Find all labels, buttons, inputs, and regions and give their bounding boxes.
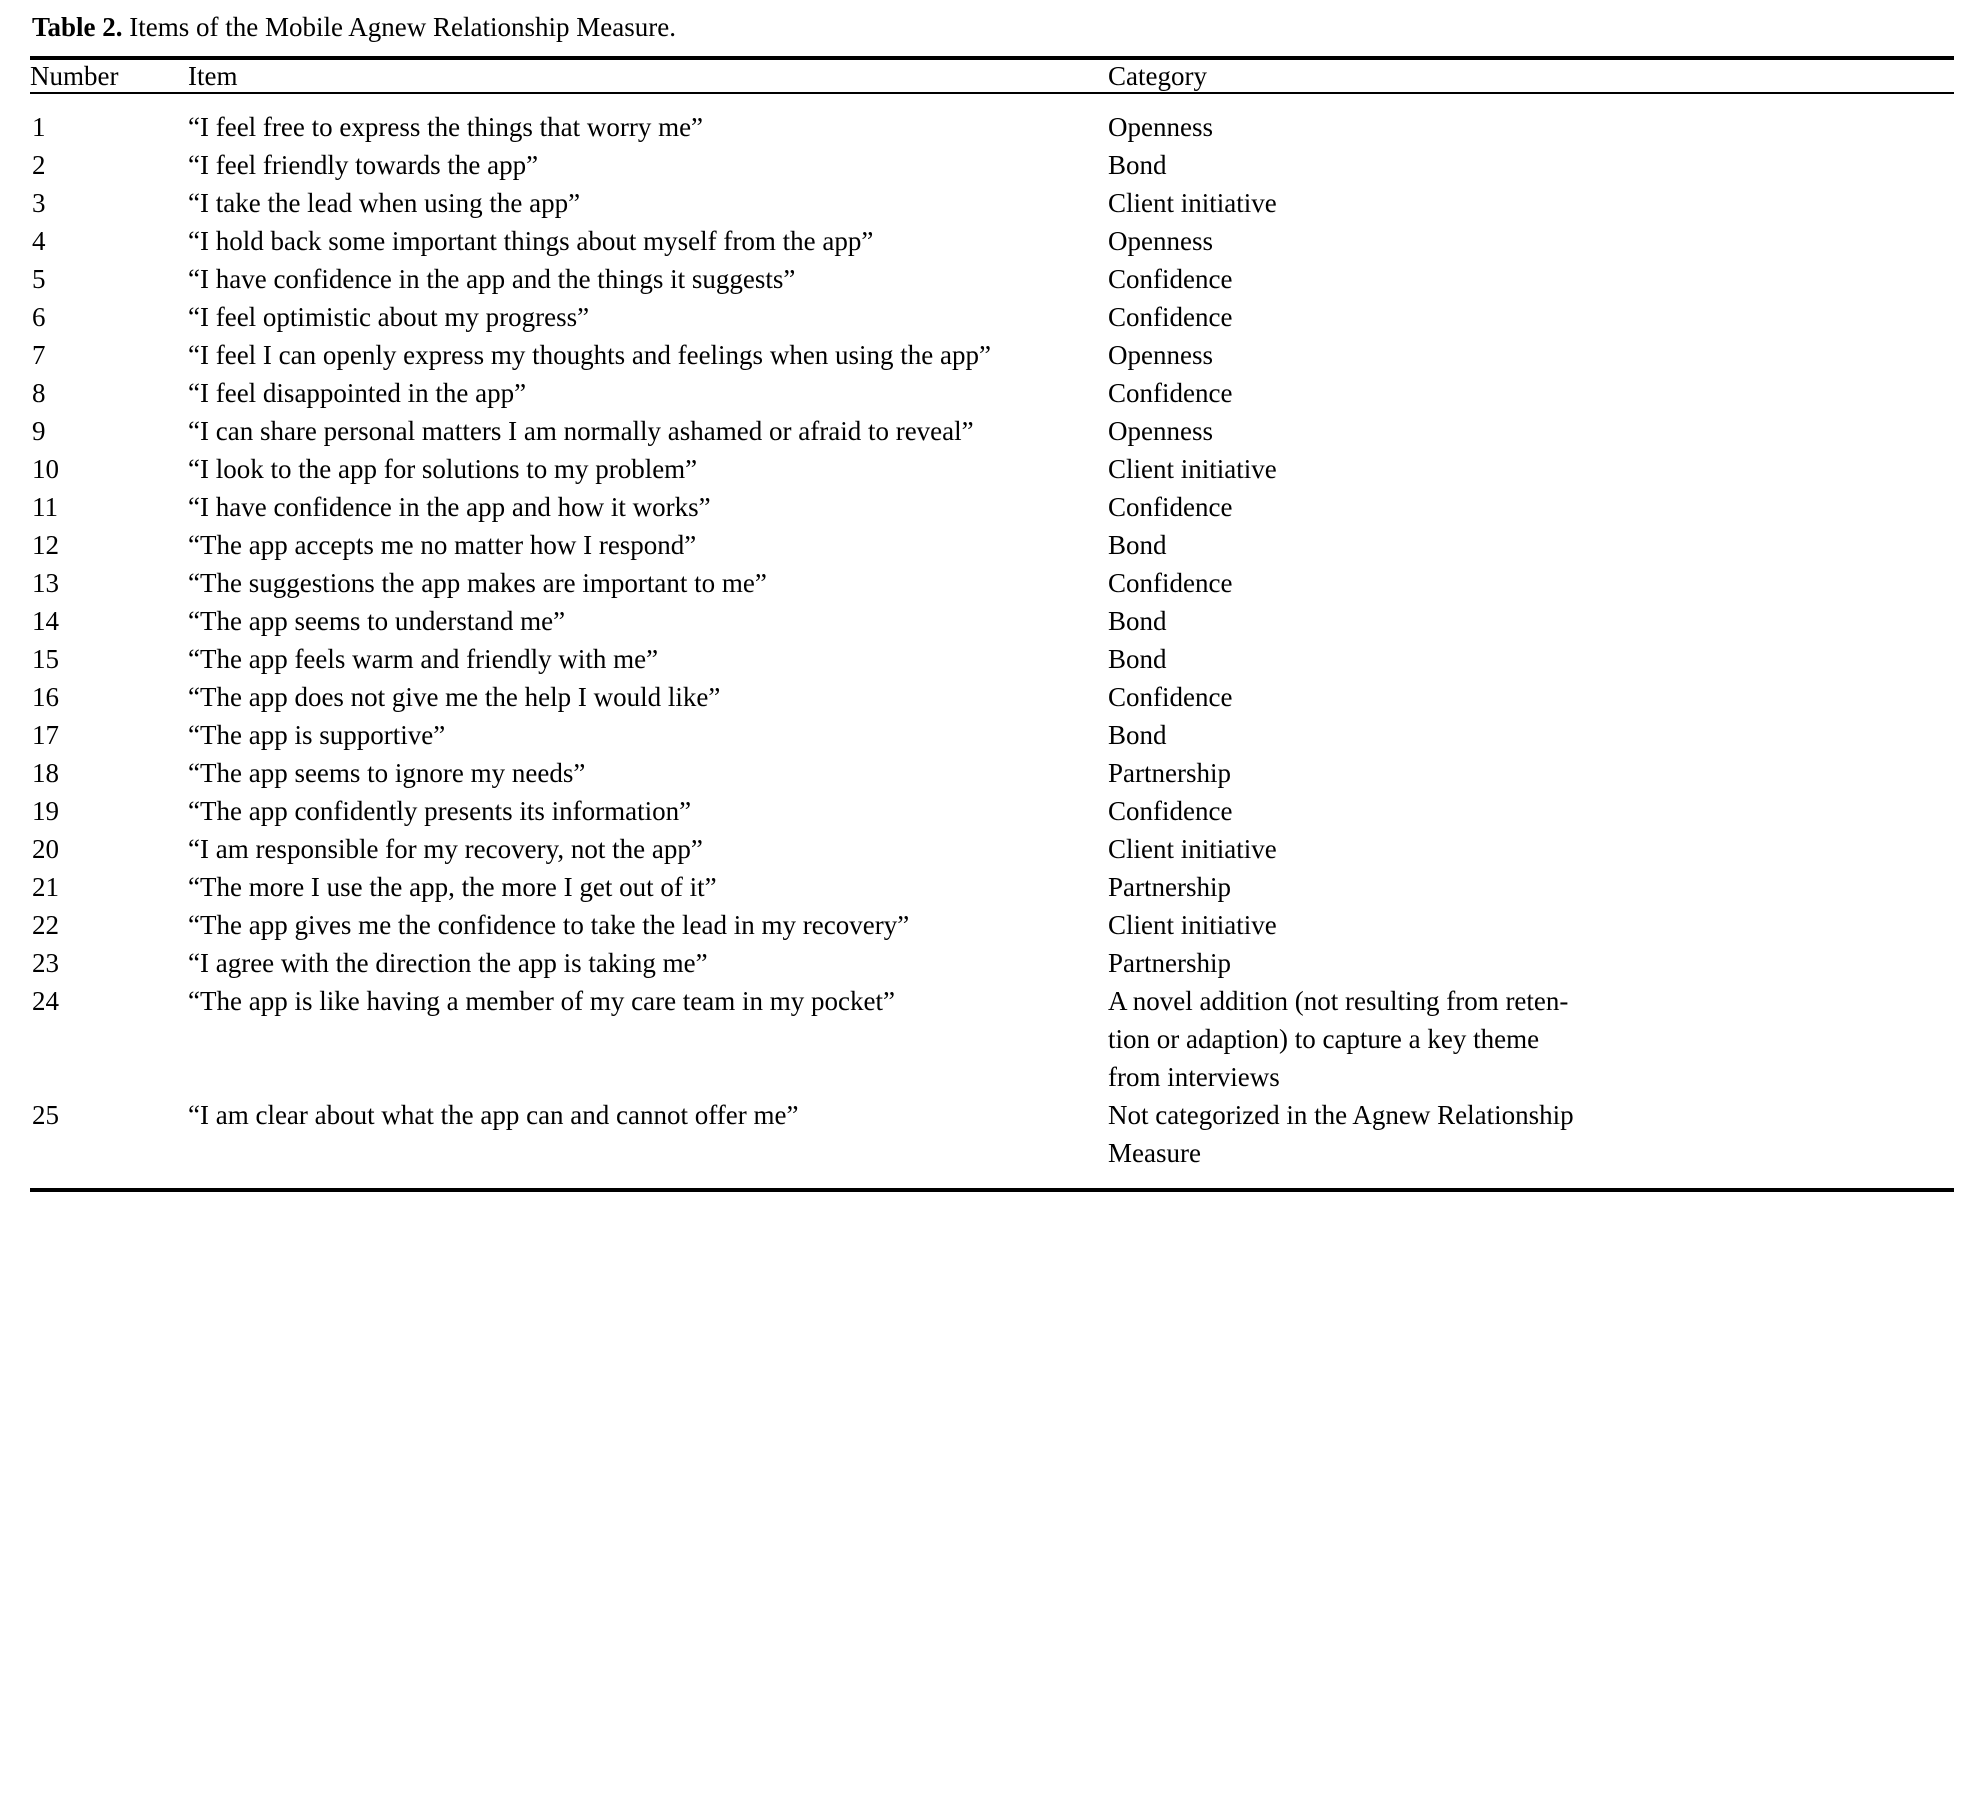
cell-category (1108, 982, 1954, 1096)
cell-item: “I feel optimistic about my progress” (188, 302, 590, 332)
cell-number: 3 (32, 188, 46, 218)
cell-item: “The app does not give me the help I would like” (188, 682, 721, 712)
table-row (30, 792, 1954, 830)
cell-category-line: Not categorized in the Agnew Relationship (1108, 1100, 1574, 1130)
cell-number: 2 (32, 150, 46, 180)
cell-number: 9 (32, 416, 46, 446)
table-row (30, 298, 1954, 336)
table-row (30, 602, 1954, 640)
cell-category: Openness (1108, 416, 1213, 446)
cell-item: “I am clear about what the app can and cannot offer me” (188, 1100, 799, 1130)
cell-number: 14 (32, 606, 59, 636)
table-row (30, 564, 1954, 602)
cell-category: Client initiative (1108, 188, 1277, 218)
cell-number: 19 (32, 796, 59, 826)
cell-item: “The app seems to understand me” (188, 606, 566, 636)
cell-number: 5 (32, 264, 46, 294)
cell-item: “The app seems to ignore my needs” (188, 758, 586, 788)
cell-item: “I feel disappointed in the app” (188, 378, 527, 408)
table-row (30, 1096, 1954, 1188)
cell-number: 23 (32, 948, 59, 978)
agnew-items-body-table (30, 94, 1954, 1188)
cell-item: “The suggestions the app makes are important to me” (188, 568, 767, 598)
table-header (30, 60, 1954, 92)
cell-number: 22 (32, 910, 59, 940)
table-row (30, 678, 1954, 716)
cell-number: 24 (32, 986, 59, 1016)
table-row (30, 374, 1954, 412)
cell-item: “The app is supportive” (188, 720, 446, 750)
cell-item: “The app accepts me no matter how I respond” (188, 530, 697, 560)
column-header-item: Item (188, 61, 238, 91)
table-row (30, 906, 1954, 944)
cell-item: “I have confidence in the app and the things it suggests” (188, 264, 796, 294)
cell-number: 7 (32, 340, 46, 370)
cell-category: Confidence (1108, 378, 1233, 408)
cell-category: Confidence (1108, 568, 1233, 598)
table-row (30, 222, 1954, 260)
cell-category: Client initiative (1108, 910, 1277, 940)
cell-number: 17 (32, 720, 59, 750)
cell-number: 1 (32, 112, 46, 142)
cell-number: 8 (32, 378, 46, 408)
cell-number: 21 (32, 872, 59, 902)
cell-item: “I hold back some important things about myself from the app” (188, 226, 874, 256)
table-row (30, 868, 1954, 906)
cell-item: “I am responsible for my recovery, not the app” (188, 834, 703, 864)
cell-category: Partnership (1108, 758, 1231, 788)
cell-item: “I have confidence in the app and how it works” (188, 492, 711, 522)
cell-category: Partnership (1108, 872, 1231, 902)
cell-category (1108, 1096, 1954, 1188)
cell-item: “The app is like having a member of my care team in my pocket” (188, 986, 895, 1016)
cell-item: “I feel friendly towards the app” (188, 150, 539, 180)
table-row (30, 260, 1954, 298)
table-row (30, 830, 1954, 868)
cell-item: “The more I use the app, the more I get out of it” (188, 872, 717, 902)
cell-item: “The app gives me the confidence to take the lead in my recovery” (188, 910, 910, 940)
cell-item: “I look to the app for solutions to my problem” (188, 454, 698, 484)
cell-number: 10 (32, 454, 59, 484)
cell-category: Confidence (1108, 302, 1233, 332)
cell-category-line: tion or adaption) to capture a key theme (1108, 1024, 1540, 1054)
cell-number: 4 (32, 226, 46, 256)
cell-category: Openness (1108, 226, 1213, 256)
cell-item: “I agree with the direction the app is taking me” (188, 948, 708, 978)
table-bottom-rule (30, 1188, 1954, 1192)
table-row (30, 450, 1954, 488)
column-header-category: Category (1108, 61, 1207, 91)
cell-category: Openness (1108, 112, 1213, 142)
cell-item: “I take the lead when using the app” (188, 188, 581, 218)
cell-category: Bond (1108, 720, 1167, 750)
cell-item: “I feel free to express the things that worry me” (188, 112, 704, 142)
table-caption (30, 0, 1954, 56)
table-row (30, 94, 1954, 146)
cell-category: Client initiative (1108, 454, 1277, 484)
cell-number: 11 (32, 492, 58, 522)
table-row (30, 716, 1954, 754)
cell-number: 20 (32, 834, 59, 864)
cell-item: “The app feels warm and friendly with me” (188, 644, 659, 674)
cell-category: Client initiative (1108, 834, 1277, 864)
table-row (30, 488, 1954, 526)
table-row (30, 146, 1954, 184)
cell-number: 18 (32, 758, 59, 788)
cell-category-line: from interviews (1108, 1062, 1280, 1092)
table-row (30, 412, 1954, 450)
agnew-items-table (30, 60, 1954, 92)
table-row (30, 944, 1954, 982)
cell-number: 16 (32, 682, 59, 712)
cell-item: “The app confidently presents its information” (188, 796, 692, 826)
table-row (30, 640, 1954, 678)
cell-category: Confidence (1108, 492, 1233, 522)
cell-item: “I can share personal matters I am normally ashamed or afraid to reveal” (188, 416, 974, 446)
column-header-number: Number (30, 61, 119, 91)
cell-category-line: A novel addition (not resulting from reten- (1108, 986, 1569, 1016)
table-row (30, 982, 1954, 1096)
table-row (30, 336, 1954, 374)
cell-number: 12 (32, 530, 59, 560)
cell-number: 6 (32, 302, 46, 332)
cell-category: Bond (1108, 150, 1167, 180)
table-body (30, 94, 1954, 1188)
cell-item: “I feel I can openly express my thoughts and feelings when using the app” (188, 340, 992, 370)
cell-category-lines (1108, 1096, 1950, 1172)
cell-number: 15 (32, 644, 59, 674)
cell-number: 13 (32, 568, 59, 598)
table-caption-label: Table 2. (32, 12, 123, 42)
cell-category-line: Measure (1108, 1138, 1201, 1168)
cell-category: Confidence (1108, 796, 1233, 826)
cell-category: Bond (1108, 606, 1167, 636)
table-header-row (30, 60, 1954, 92)
cell-category-lines (1108, 982, 1950, 1096)
cell-category: Openness (1108, 340, 1213, 370)
cell-category: Bond (1108, 530, 1167, 560)
cell-category: Confidence (1108, 682, 1233, 712)
cell-category: Partnership (1108, 948, 1231, 978)
table-row (30, 526, 1954, 564)
table-row (30, 754, 1954, 792)
cell-number: 25 (32, 1100, 59, 1130)
table-row (30, 184, 1954, 222)
cell-category: Confidence (1108, 264, 1233, 294)
cell-category: Bond (1108, 644, 1167, 674)
table-caption-text: Items of the Mobile Agnew Relationship Measure. (129, 12, 676, 42)
